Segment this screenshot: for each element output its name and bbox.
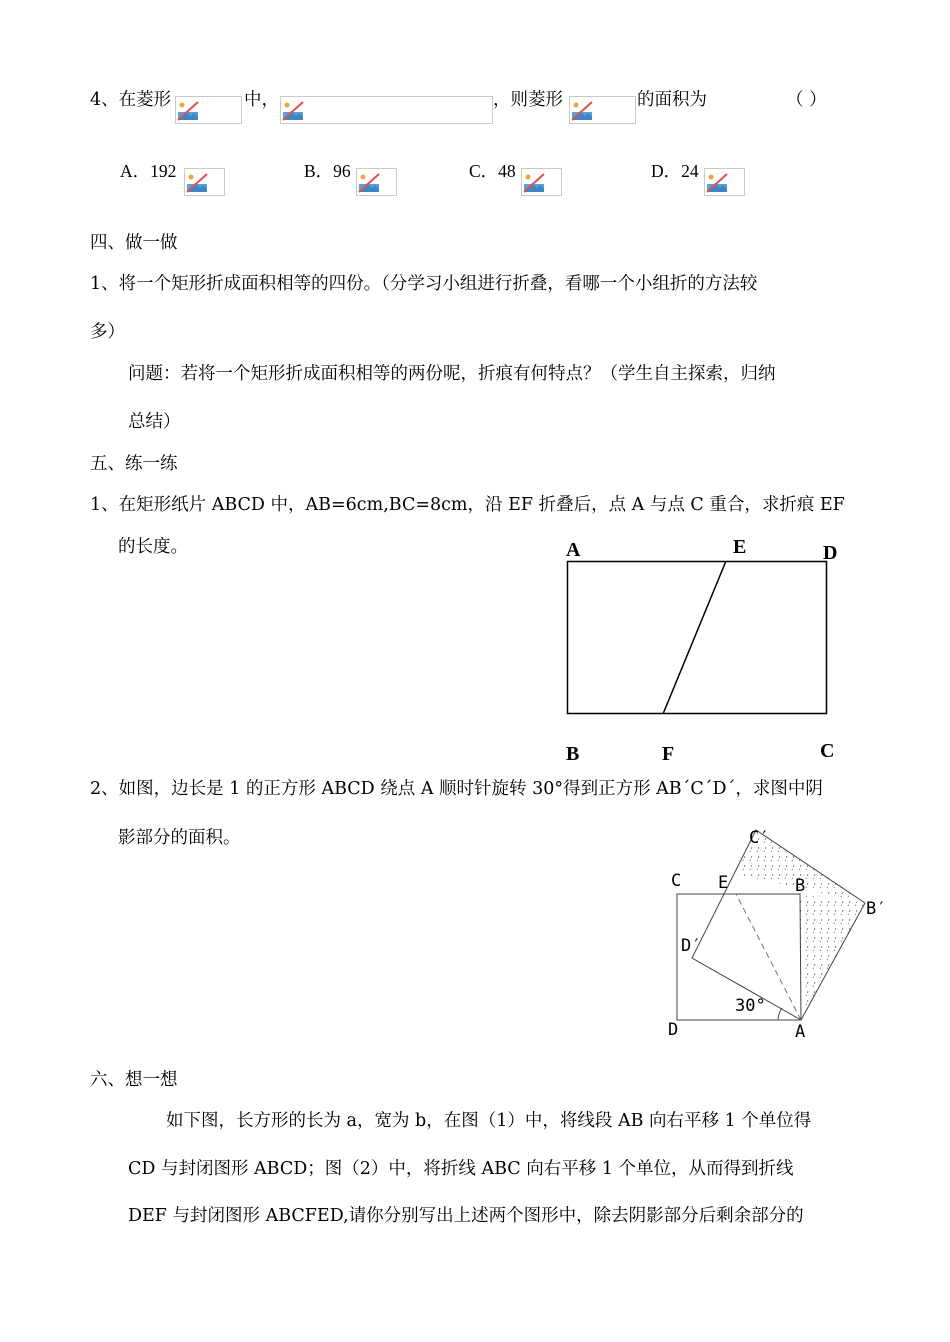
q4-text-3: ，则菱形 [493, 90, 563, 110]
label-b: B [795, 876, 806, 896]
q4-text-2: 中， [244, 90, 279, 110]
q4-text-4: 的面积为 [637, 90, 707, 110]
label-a: A [566, 539, 581, 561]
sec4-item1-line1: 1、将一个矩形折成面积相等的四份。（分学习小组进行折叠，看哪一个小组折的方法较 [90, 274, 758, 294]
broken-image-icon [521, 168, 562, 196]
sec5-item1-line2: 的长度。 [118, 537, 188, 557]
section-4-heading: 四、做一做 [90, 233, 178, 253]
sec5-item2-line1: 2、如图，边长是 1 的正方形 ABCD 绕点 A 顺时针旋转 30°得到正方形 AB´C´D´，求图中阴 [90, 779, 823, 799]
label-d-prime: D′ [681, 936, 702, 956]
sec4-item1-line2: 多） [90, 322, 125, 342]
sec6-line3: DEF 与封闭图形 ABCFED,请你分别写出上述两个图形中，除去阴影部分后剩余部分的 [128, 1206, 804, 1226]
section-6-heading: 六、想一想 [90, 1070, 178, 1090]
sec6-line2: CD 与封闭图形 ABCD；图（2）中，将折线 ABC 向右平移 1 个单位，从而得到折线 [128, 1159, 794, 1179]
label-d: D [668, 1020, 679, 1040]
sec6-line1: 如下图，长方形的长为 a，宽为 b，在图（1）中，将线段 AB 向右平移 1 个单位得 [166, 1111, 812, 1131]
section-5-heading: 五、练一练 [90, 454, 178, 474]
label-b-prime: B′ [866, 899, 887, 919]
label-f: F [662, 743, 675, 765]
sec4-question-line1: 问题：若将一个矩形折成面积相等的两份呢，折痕有何特点？（学生自主探索，归纳 [128, 364, 776, 384]
broken-image-icon [356, 168, 397, 196]
q4-text-1: 4、在菱形 [90, 90, 172, 110]
option-a: A．192 [120, 161, 177, 181]
sec5-item1-line1: 1、在矩形纸片 ABCD 中，AB=6cm,BC=8cm，沿 EF 折叠后，点 A 与点 C 重合，求折痕 EF [90, 495, 845, 515]
option-c: C．48 [469, 161, 516, 181]
rectangle-diagram [560, 555, 835, 725]
angle-label: 30° [735, 996, 766, 1016]
option-b: B．96 [304, 161, 351, 181]
broken-image-icon [569, 96, 636, 124]
label-e: E [718, 873, 729, 893]
label-c: C [671, 871, 682, 891]
label-b: B [566, 743, 580, 765]
broken-image-icon [184, 168, 225, 196]
sec5-item2-line2: 影部分的面积。 [118, 828, 241, 848]
label-e: E [733, 536, 747, 558]
option-d: D．24 [651, 161, 699, 181]
label-c: C [820, 740, 835, 762]
label-d: D [823, 542, 838, 564]
rotated-square-diagram [670, 820, 875, 1025]
answer-parentheses: （ ） [786, 90, 827, 110]
label-c-prime: C′ [749, 828, 770, 848]
label-a: A [795, 1022, 806, 1042]
sec4-question-line2: 总结） [128, 412, 181, 432]
broken-image-icon [280, 96, 493, 124]
broken-image-icon [175, 96, 242, 124]
broken-image-icon [704, 168, 745, 196]
